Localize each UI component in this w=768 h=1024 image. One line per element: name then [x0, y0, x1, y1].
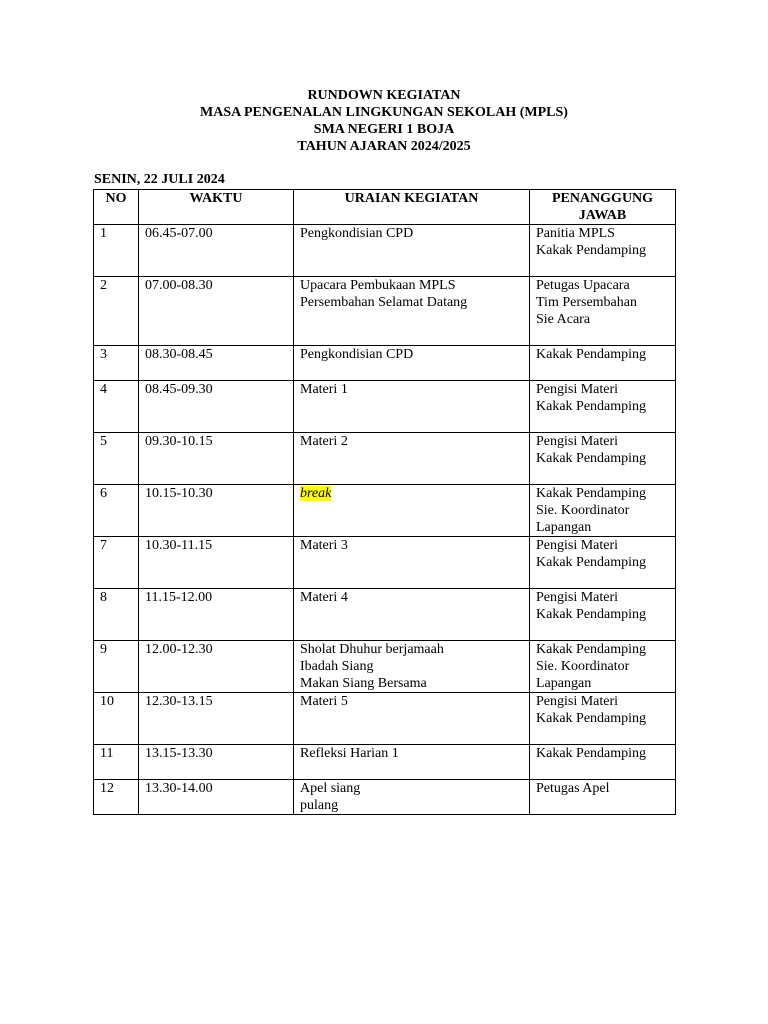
pj-line: Pengisi Materi: [536, 382, 619, 397]
pj-line: Tim Persembahan: [536, 295, 637, 310]
pj-line: Pengisi Materi: [536, 434, 619, 449]
pj-line: Panitia MPLS: [536, 226, 615, 241]
uraian-line: Materi 5: [300, 694, 348, 709]
header-pj-line-1: PENANGGUNG: [551, 191, 654, 206]
pj-line: Pengisi Materi: [536, 694, 619, 709]
cell-waktu: 09.30-10.15: [139, 433, 294, 485]
cell-uraian: [294, 589, 530, 641]
cell-uraian: [294, 693, 530, 745]
cell-waktu: 13.15-13.30: [139, 745, 294, 780]
rundown-table: [93, 189, 676, 815]
table-row: [94, 381, 676, 433]
uraian-line: Sholat Dhuhur berjamaah: [300, 642, 444, 657]
cell-penanggung-jawab: [530, 537, 676, 589]
cell-no: 7: [94, 537, 139, 589]
table-row: [94, 277, 676, 346]
pj-line: Kakak Pendamping: [536, 607, 647, 622]
uraian-line: Makan Siang Bersama: [300, 676, 427, 691]
header-penanggung-jawab: [530, 190, 676, 225]
uraian-line: Materi 1: [300, 382, 348, 397]
cell-penanggung-jawab: [530, 589, 676, 641]
cell-waktu: 10.30-11.15: [139, 537, 294, 589]
cell-no: 1: [94, 225, 139, 277]
pj-line: Kakak Pendamping: [536, 555, 647, 570]
pj-line: Lapangan: [536, 520, 592, 535]
cell-uraian: [294, 433, 530, 485]
pj-line: Sie Acara: [536, 312, 591, 327]
pj-line: Kakak Pendamping: [536, 347, 647, 362]
cell-no: 3: [94, 346, 139, 381]
cell-uraian: [294, 641, 530, 693]
header-pj-line-2: JAWAB: [578, 208, 627, 223]
cell-uraian: [294, 537, 530, 589]
pj-line: Petugas Upacara: [536, 278, 630, 293]
pj-line: Kakak Pendamping: [536, 711, 647, 726]
cell-uraian: [294, 277, 530, 346]
cell-uraian: [294, 225, 530, 277]
pj-line: Kakak Pendamping: [536, 746, 647, 761]
cell-no: 2: [94, 277, 139, 346]
table-row: [94, 346, 676, 381]
pj-line: Sie. Koordinator: [536, 659, 630, 674]
table-row: [94, 589, 676, 641]
cell-penanggung-jawab: [530, 780, 676, 815]
pj-line: Kakak Pendamping: [536, 243, 647, 258]
title-line-3: SMA NEGERI 1 BOJA: [313, 122, 455, 137]
document-title: [0, 87, 768, 155]
uraian-line: Persembahan Selamat Datang: [300, 295, 468, 310]
title-line-1: RUNDOWN KEGIATAN: [307, 88, 461, 103]
cell-uraian: [294, 485, 530, 537]
pj-line: Lapangan: [536, 676, 592, 691]
uraian-line: [300, 485, 523, 502]
cell-uraian: [294, 745, 530, 780]
cell-waktu: 12.00-12.30: [139, 641, 294, 693]
cell-no: 9: [94, 641, 139, 693]
cell-waktu: 08.45-09.30: [139, 381, 294, 433]
pj-line: Kakak Pendamping: [536, 399, 647, 414]
table-row: [94, 641, 676, 693]
uraian-line: Ibadah Siang: [300, 659, 374, 674]
cell-penanggung-jawab: [530, 433, 676, 485]
cell-penanggung-jawab: [530, 641, 676, 693]
cell-no: 5: [94, 433, 139, 485]
uraian-line: Upacara Pembukaan MPLS: [300, 278, 456, 293]
table-row: [94, 780, 676, 815]
table-header-row: [94, 190, 676, 225]
cell-penanggung-jawab: [530, 485, 676, 537]
cell-waktu: 13.30-14.00: [139, 780, 294, 815]
pj-line: Pengisi Materi: [536, 538, 619, 553]
uraian-line: Pengkondisian CPD: [300, 347, 414, 362]
cell-waktu: 11.15-12.00: [139, 589, 294, 641]
day-heading: SENIN, 22 JULI 2024: [94, 172, 225, 187]
cell-waktu: 10.15-10.30: [139, 485, 294, 537]
cell-no: 4: [94, 381, 139, 433]
cell-waktu: 07.00-08.30: [139, 277, 294, 346]
cell-no: 6: [94, 485, 139, 537]
uraian-line: Pengkondisian CPD: [300, 226, 414, 241]
uraian-line: Materi 3: [300, 538, 348, 553]
cell-penanggung-jawab: [530, 693, 676, 745]
cell-waktu: 12.30-13.15: [139, 693, 294, 745]
pj-line: Sie. Koordinator: [536, 503, 630, 518]
cell-uraian: [294, 381, 530, 433]
cell-waktu: 08.30-08.45: [139, 346, 294, 381]
cell-penanggung-jawab: [530, 277, 676, 346]
uraian-line: Materi 4: [300, 590, 348, 605]
table-row: [94, 485, 676, 537]
table-row: [94, 745, 676, 780]
table-row: [94, 693, 676, 745]
cell-waktu: 06.45-07.00: [139, 225, 294, 277]
title-line-2: MASA PENGENALAN LINGKUNGAN SEKOLAH (MPLS): [200, 105, 568, 120]
cell-uraian: [294, 346, 530, 381]
cell-penanggung-jawab: [530, 225, 676, 277]
uraian-line: Materi 2: [300, 434, 348, 449]
cell-no: 8: [94, 589, 139, 641]
cell-penanggung-jawab: [530, 745, 676, 780]
cell-no: 12: [94, 780, 139, 815]
cell-penanggung-jawab: [530, 346, 676, 381]
pj-line: Kakak Pendamping: [536, 451, 647, 466]
title-line-4: TAHUN AJARAN 2024/2025: [297, 139, 471, 154]
pj-line: Pengisi Materi: [536, 590, 619, 605]
pj-line: Petugas Apel: [536, 781, 610, 796]
uraian-line: Refleksi Harian 1: [300, 746, 399, 761]
pj-line: Kakak Pendamping: [536, 642, 647, 657]
header-uraian: URAIAN KEGIATAN: [294, 190, 530, 225]
pj-line: Kakak Pendamping: [536, 486, 647, 501]
header-no: NO: [94, 190, 139, 225]
cell-no: 11: [94, 745, 139, 780]
table-row: [94, 433, 676, 485]
cell-penanggung-jawab: [530, 381, 676, 433]
header-waktu: WAKTU: [139, 190, 294, 225]
break-highlight: break: [300, 486, 332, 501]
uraian-line: Apel siang: [300, 781, 361, 796]
cell-no: 10: [94, 693, 139, 745]
cell-uraian: [294, 780, 530, 815]
table-row: [94, 537, 676, 589]
uraian-line: pulang: [300, 798, 339, 813]
table-row: [94, 225, 676, 277]
